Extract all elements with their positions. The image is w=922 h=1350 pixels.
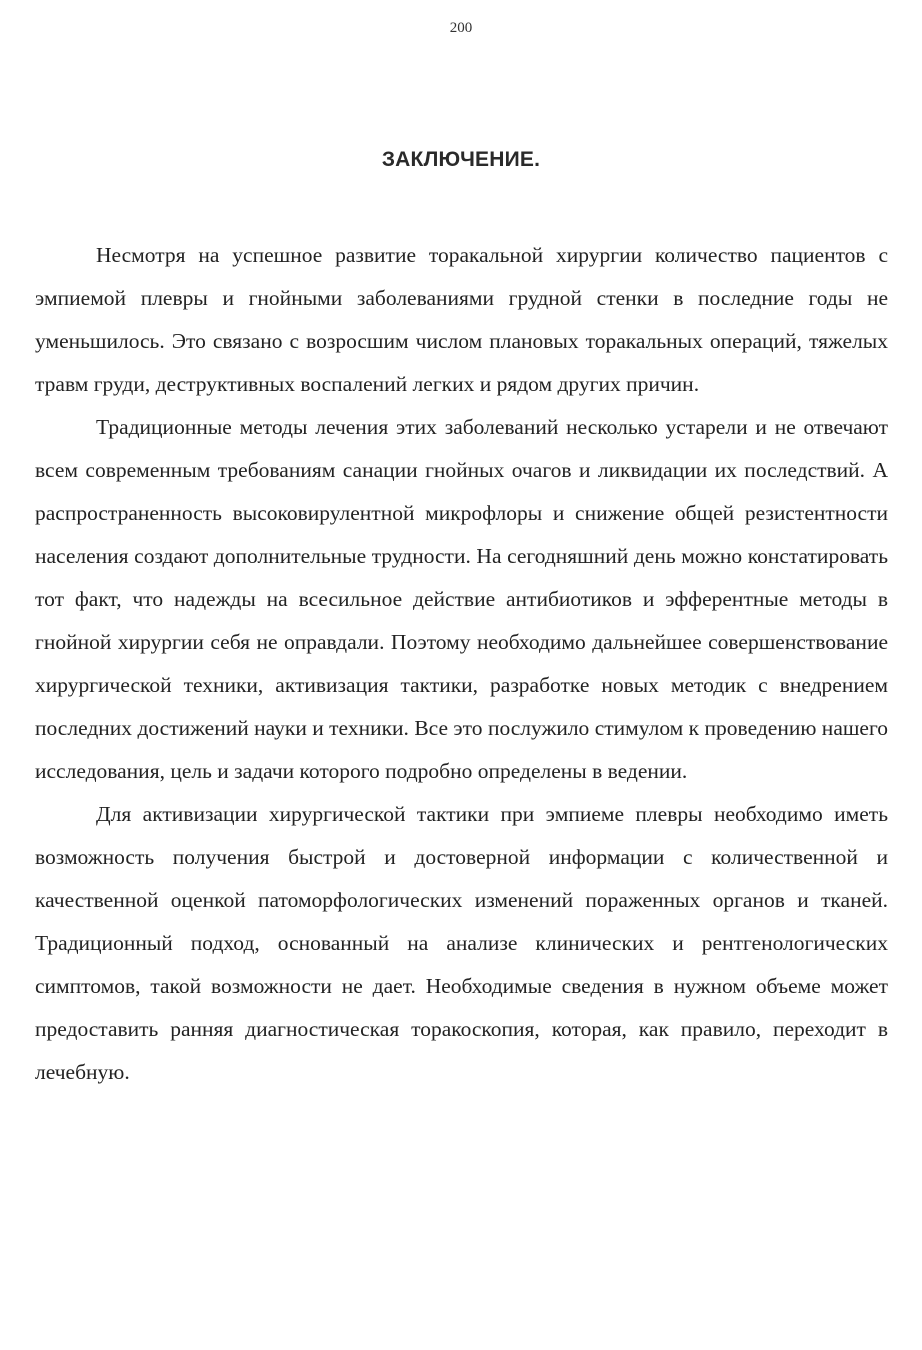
section-heading: ЗАКЛЮЧЕНИЕ.: [381, 148, 541, 171]
page-number: 200: [449, 20, 473, 36]
paragraph-2: Традиционные методы лечения этих заболеваний несколько устарели и не отвечают всем современным требованиям санации гнойных очагов и ликвидации их последствий. А распространенность высоковирулентной микрофлоры и снижение общей резистентности населения создают дополнительные трудности. На сегодняшний день можно констатировать тот факт, что надежды на всесильное действие антибиотиков и эфферентные методы в гнойной хирургии себя не оправдали. Поэтому необходимо дальнейшее совершенствование хирургической техники, активизация тактики, разработке новых методик с внедрением последних достижений науки и техники. Все это послужило стимулом к проведению нашего исследования, цель и задачи которого подробно определены в ведении.: [35, 415, 888, 783]
body-text: [35, 234, 888, 1094]
paragraph-3: Для активизации хирургической тактики при эмпиеме плевры необходимо иметь возможность получения быстрой и достоверной информации с количественной и качественной оценкой патоморфологических изменений пораженных органов и тканей. Традиционный подход, основанный на анализе клинических и рентгенологических симптомов, такой возможности не дает. Необходимые сведения в нужном объеме может предоставить ранняя диагностическая торакоскопия, которая, как правило, переходит в лечебную.: [35, 802, 888, 1084]
paragraph-1: Несмотря на успешное развитие торакальной хирургии количество пациентов с эмпиемой плевры и гнойными заболеваниями грудной стенки в последние годы не уменьшилось. Это связано с возросшим числом плановых торакальных операций, тяжелых травм груди, деструктивных воспалений легких и рядом других причин.: [35, 243, 888, 396]
